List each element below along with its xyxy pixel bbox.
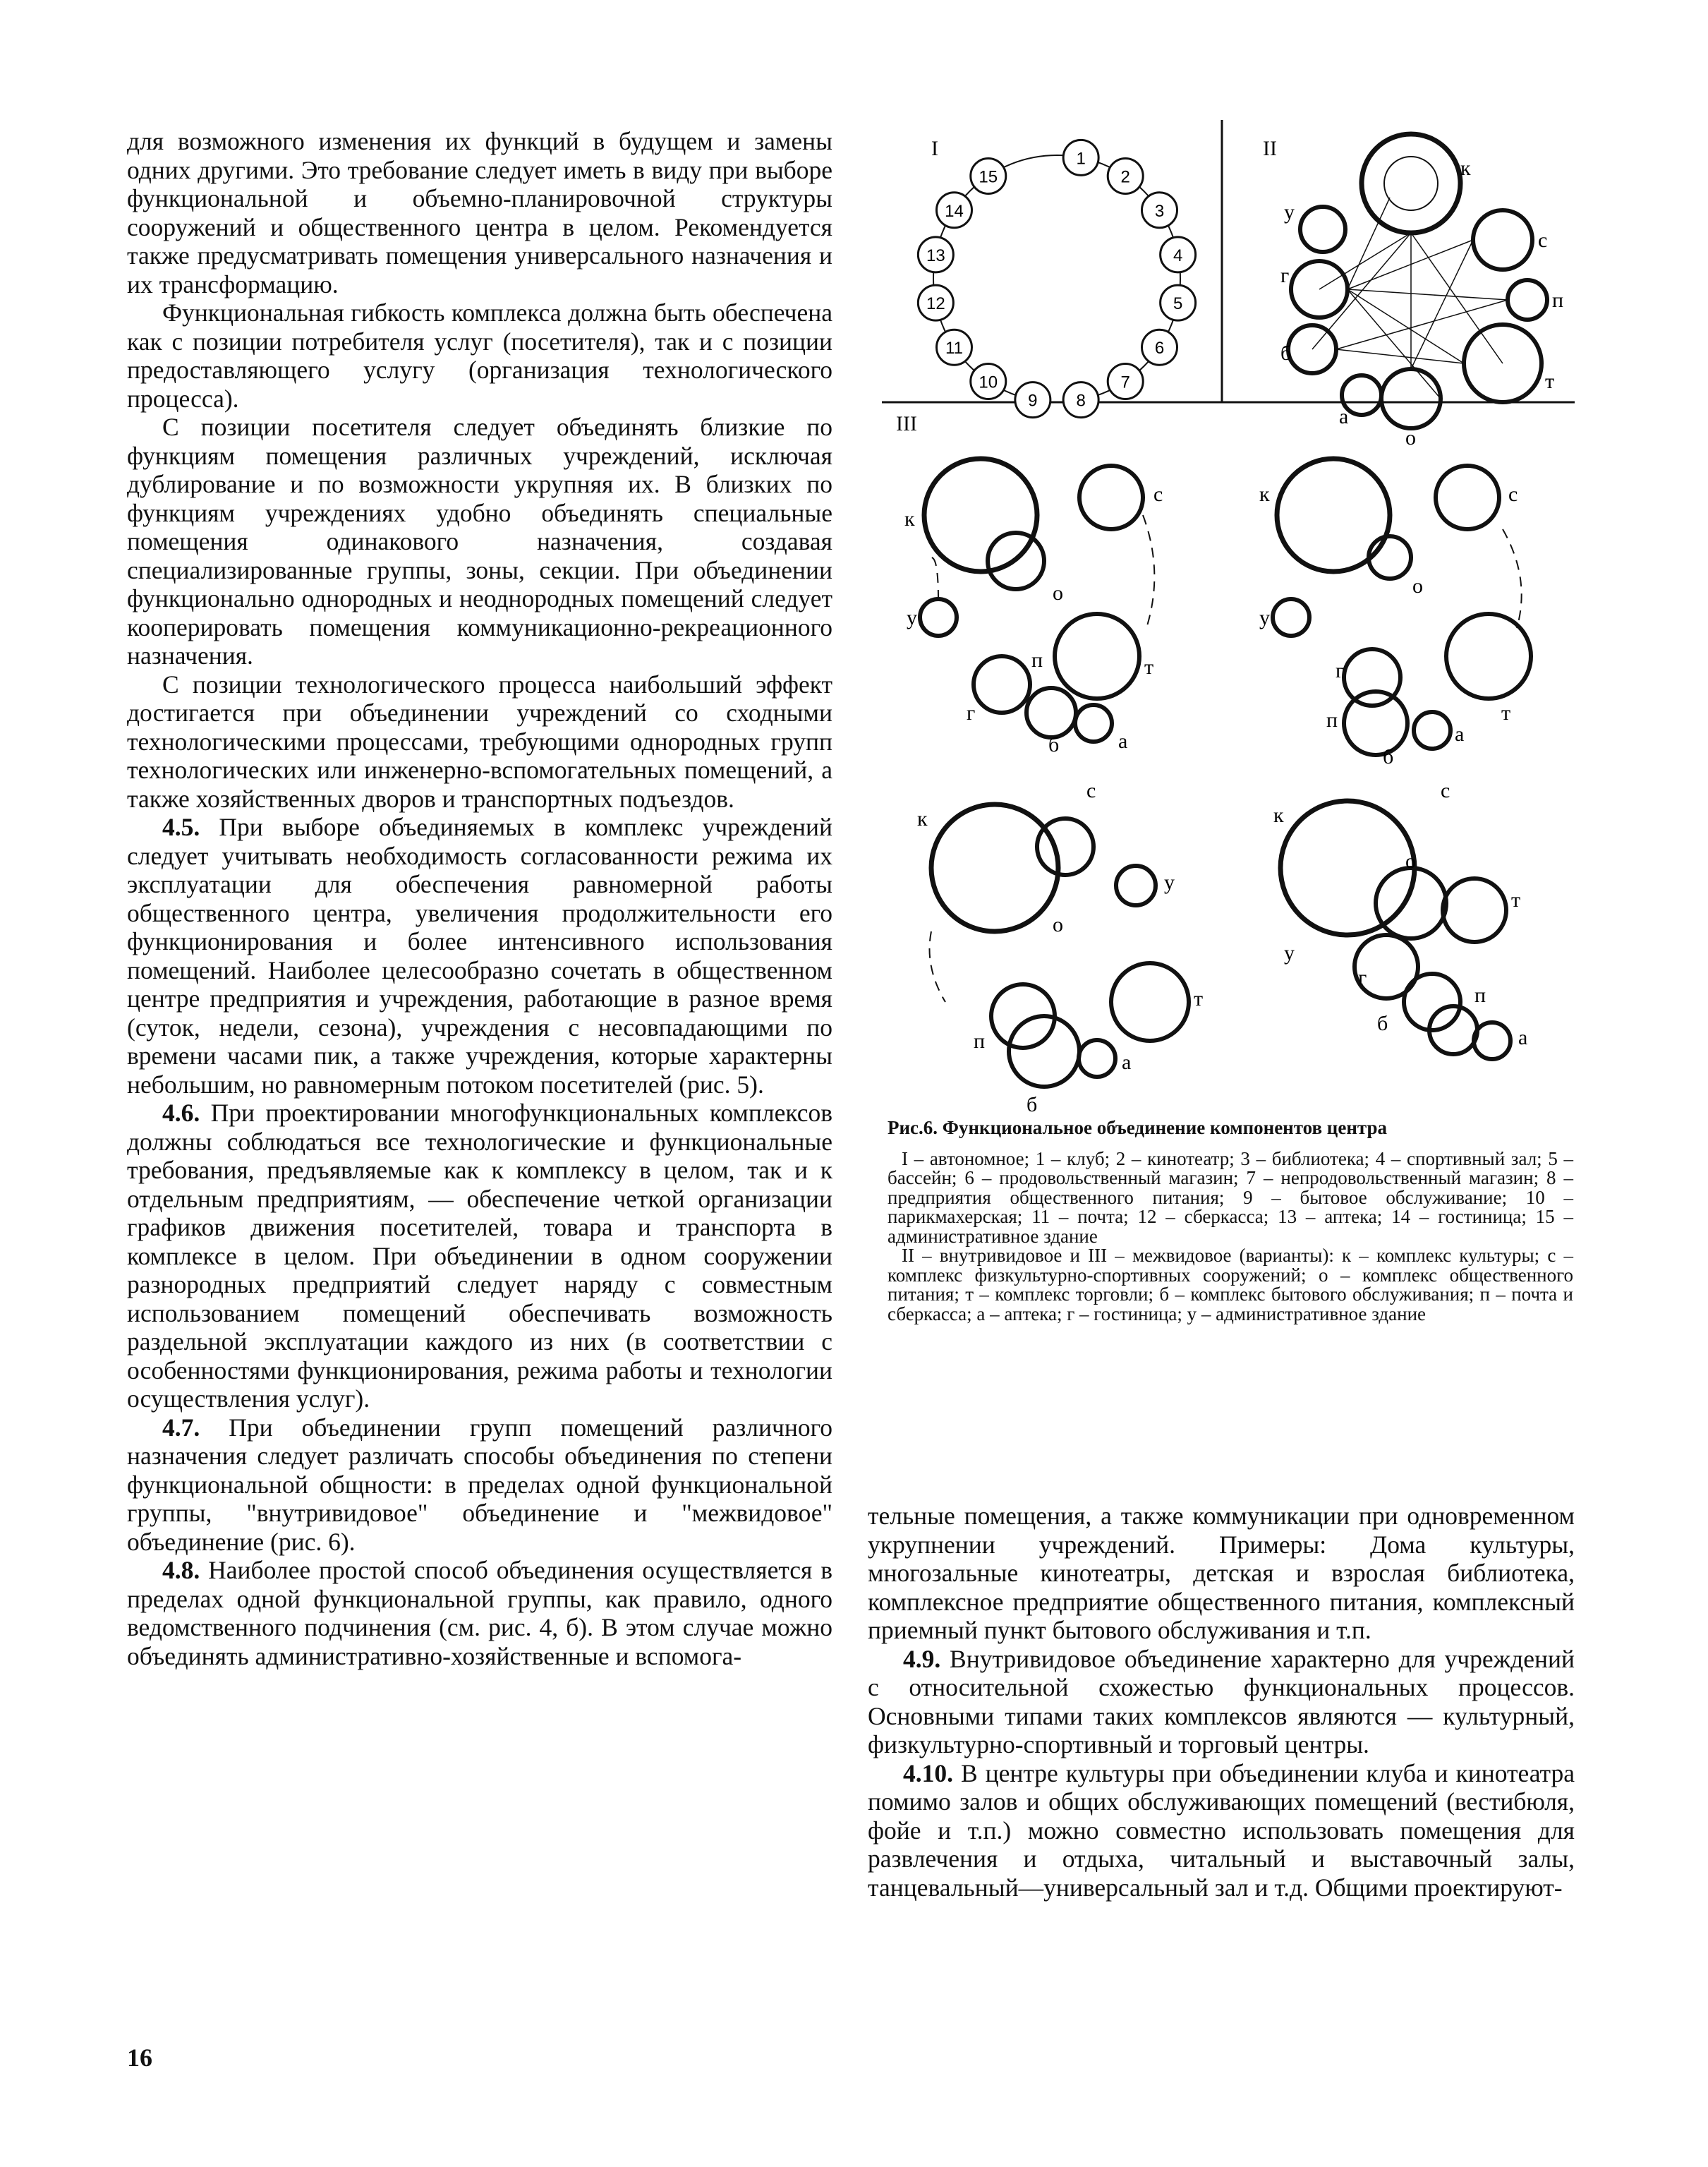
- label-s: с: [1538, 229, 1548, 252]
- label-p: п: [974, 1030, 986, 1053]
- panel-label-ii: II: [1263, 137, 1277, 160]
- ring-node-label: 10: [979, 373, 998, 392]
- label-s: с: [1086, 779, 1096, 802]
- label-a: а: [1118, 730, 1128, 753]
- label-b: б: [1280, 342, 1292, 365]
- label-b: б: [1377, 1012, 1388, 1035]
- ring-node-label: 13: [926, 246, 945, 265]
- section-number: 4.10.: [903, 1758, 953, 1787]
- paragraph-4-5: [127, 813, 832, 1099]
- ring-node-5: [1161, 285, 1196, 320]
- admin-node: [1300, 207, 1345, 252]
- paragraph: Функциональная гибкость комплекса должна быть обеспечена как с позиции потребителя услуг (посетителя), так и с позиции предоставляющего услугу (организация технологического процесса).: [127, 298, 832, 413]
- label-b: б: [1048, 733, 1060, 756]
- paragraph-4-10: [868, 1759, 1575, 1902]
- label-b: б: [1383, 745, 1394, 768]
- label-t: т: [1545, 370, 1555, 393]
- ring-node-12: [918, 285, 953, 320]
- label-u: у: [1284, 200, 1295, 224]
- page-number: 16: [127, 2044, 152, 2072]
- ring-node-label: 11: [945, 339, 963, 358]
- label-g: г: [1280, 264, 1290, 287]
- label-k: к: [917, 807, 928, 831]
- ring-node-4: [1161, 237, 1196, 272]
- ring-node-label: 9: [1028, 391, 1038, 411]
- label-o: о: [1405, 426, 1416, 449]
- label-b: б: [1026, 1093, 1038, 1116]
- label-a: а: [1518, 1026, 1528, 1049]
- inter-type-variant-4: [1280, 801, 1510, 1059]
- culture-inner-ring: [1384, 157, 1438, 210]
- label-k: к: [1273, 804, 1284, 827]
- panel-label-iii: III: [896, 412, 917, 435]
- culture-complex-node: [1362, 134, 1460, 233]
- intra-type-diagram: [1288, 134, 1547, 428]
- ring-node-10: [971, 364, 1006, 399]
- label-t: т: [1511, 888, 1521, 912]
- paragraph-4-9: [868, 1645, 1575, 1759]
- ring-node-9: [1015, 382, 1050, 418]
- label-u: у: [1284, 941, 1295, 965]
- label-o: о: [1053, 913, 1063, 936]
- label-p: п: [1326, 708, 1338, 732]
- ring-node-11: [936, 330, 971, 365]
- label-k: к: [1460, 157, 1471, 180]
- label-t: т: [1144, 656, 1154, 679]
- label-s: с: [1508, 483, 1518, 506]
- label-u: у: [1259, 606, 1270, 629]
- paragraph-text: Внутривидовое объединение характерно для учреждений с относительной схожестью функциональных процессов. Основными типами таких комплексов являются — культурный, физкультурно-спортивный и торговый центры.: [868, 1644, 1575, 1758]
- caption-title: Рис.6. Функциональное объединение компонентов центра: [888, 1117, 1388, 1138]
- section-number: 4.6.: [162, 1099, 200, 1127]
- label-k: к: [904, 507, 915, 531]
- label-s: с: [1441, 779, 1450, 802]
- ring-node-label: 4: [1173, 246, 1183, 265]
- label-u: у: [1164, 871, 1175, 894]
- left-text-column: [127, 127, 832, 1670]
- inter-type-variant-3: [930, 804, 1189, 1087]
- paragraph-text: Наиболее простой способ объединения осуществляется в пределах одной функциональной группы, как правило, одного ведомственного подчинения (см. рис. 4, б). В этом случае можно объединять административно-хозяйственные и вспомога-: [127, 1556, 833, 1670]
- ring-node-1: [1063, 140, 1098, 175]
- paragraph-text: При проектировании многофункциональных комплексов должны соблюдаться все технологические и функциональные требования, предъявляемые как к комплексу в целом, так и к отдельным предприятиям, — обеспечение четкой организации графиков движения посетителей, товара и транспорта в комплексе в целом. При объединении в одном сооружении разнородных предприятий следует наряду с совместным использованием помещений обеспечивать возможность раздельной эксплуатации каждого из них (в соответствии с особенностями функционирования, режима работы и технологии осуществления услуг).: [127, 1099, 832, 1413]
- label-g: г: [1358, 966, 1367, 989]
- label-s: с: [1153, 483, 1163, 506]
- inter-type-labels: [904, 483, 1527, 1116]
- paragraph: тельные помещения, а также коммуникации при одновременном укрупнении учреждений. Примеры: Дома культуры, многозальные кинотеатры, детская и взрослая библиотека, комплексное предприятие общественного питания, комплексный приемный пункт бытового обслуживания и т.п.: [868, 1502, 1575, 1644]
- paragraph-text: В центре культуры при объединении клуба и кинотеатра помимо залов и общих обслуживающих помещений (вестибюля, фойе и т.п.) можно совместно использовать помещения для развлечения и отдыха, читальный и выставочный залы, танцевальный—универсальный зал и т.д. Общими проектируют-: [868, 1758, 1575, 1902]
- ring-path: [933, 155, 1183, 402]
- section-number: 4.5.: [162, 813, 200, 841]
- label-g: г: [1335, 659, 1345, 682]
- autonomous-ring: [918, 140, 1195, 417]
- figure-6-diagram: [868, 120, 1575, 1136]
- label-g: г: [967, 701, 976, 725]
- ring-node-8: [1063, 382, 1098, 418]
- ring-node-7: [1108, 364, 1143, 399]
- label-o: о: [1405, 850, 1416, 873]
- ring-node-label: 7: [1120, 373, 1130, 392]
- caption-part-2: II – внутривидовое и III – межвидовое (варианты): к – комплекс культуры; с – комплекс физкультурно-спортивных сооружений; о – комплекс общественного питания; т – комплекс торговли; б – комплекс бытового обслуживания; п – почта и сберкасса; а – аптека; г – гостиница; у – административное здание: [888, 1245, 1573, 1324]
- label-a: а: [1455, 723, 1465, 746]
- label-t: т: [1194, 987, 1204, 1010]
- ring-node-13: [918, 237, 953, 272]
- paragraph-4-8: [127, 1556, 832, 1670]
- ring-node-6: [1142, 330, 1177, 365]
- label-k: к: [1259, 483, 1270, 506]
- ring-node-label: 2: [1120, 167, 1130, 187]
- figure-caption: [888, 1118, 1573, 1324]
- ring-node-3: [1142, 193, 1177, 228]
- label-a: а: [1122, 1051, 1132, 1074]
- ring-node-label: 14: [945, 201, 964, 221]
- section-number: 4.9.: [903, 1644, 941, 1673]
- ring-node-2: [1108, 158, 1143, 193]
- caption-part-1: I – автономное; 1 – клуб; 2 – кинотеатр; 3 – библиотека; 4 – спортивный зал; 5 – бассейн; 6 – продовольственный магазин; 7 – непродовольственный магазин; 8 – предприятия общественного питания; 9 – бытовое обслуживание; 10 – парикмахерская; 11 – почта; 12 – сберкасса; 13 – аптека; 14 – гостиница; 15 – административное здание: [888, 1147, 1573, 1247]
- paragraph: для возможного изменения их функций в будущем и замены одних другими. Это требование следует иметь в виду при выборе функциональной и объемно-планировочной структуры сооружений и общественного центра в целом. Рекомендуется также предусматривать помещения универсального назначения и их трансформацию.: [127, 127, 832, 298]
- inter-type-variant-2: [1273, 459, 1531, 755]
- label-o: о: [1053, 581, 1063, 605]
- right-text-column: [868, 1502, 1575, 1902]
- label-p: п: [1031, 648, 1043, 672]
- post-node: [1508, 280, 1547, 320]
- ring-node-15: [971, 158, 1006, 193]
- inter-type-variant-1: [920, 459, 1154, 742]
- paragraph: С позиции технологического процесса наибольший эффект достигается при объединении учреждений со сходными технологическими процессами, требующими однородных групп технологических или инженерно-вспомогательных помещений, а также хозяйственных дворов и транспортных подъездов.: [127, 670, 832, 813]
- label-u: у: [907, 606, 917, 629]
- label-p: п: [1552, 289, 1564, 312]
- label-o: о: [1412, 574, 1423, 598]
- ring-node-label: 3: [1154, 201, 1165, 221]
- paragraph-4-7: [127, 1413, 832, 1557]
- ring-node-label: 15: [979, 167, 998, 187]
- ring-node-label: 6: [1154, 339, 1165, 358]
- paragraph-text: При объединении групп помещений различного назначения следует различать способы объединения по степени функциональной общности: в пределах одной функциональной группы, "внутривидовое" объединение и "межвидовое" объединение (рис. 6).: [127, 1413, 832, 1556]
- paragraph-4-6: [127, 1099, 832, 1413]
- ring-node-label: 5: [1173, 294, 1183, 314]
- ring-node-14: [936, 193, 971, 228]
- section-number: 4.7.: [162, 1413, 200, 1442]
- panel-label-i: I: [931, 137, 938, 160]
- paragraph-text: При выборе объединяемых в комплекс учреждений следует учитывать необходимость согласованности режима их эксплуатации для обеспечения равномерной работы общественного центра, увеличения продолжительности его функционирования и более интенсивного использования помещений. Наиболее целесообразно сочетать в общественном центре предприятия и учреждения, работающие в разное время (суток, недели, сезона), учреждения с несовпадающими по времени часами пик, а также учреждения, которые характерны небольшим, но равномерным потоком посетителей (рис. 5).: [127, 813, 833, 1099]
- sports-complex-node: [1473, 210, 1532, 270]
- figure-svg: [868, 120, 1575, 1136]
- label-a: а: [1339, 405, 1349, 428]
- section-number: 4.8.: [162, 1556, 200, 1584]
- catering-complex-node: [1381, 369, 1441, 428]
- label-p: п: [1474, 984, 1486, 1007]
- ring-node-label: 1: [1076, 149, 1086, 169]
- paragraph: С позиции посетителя следует объединять близкие по функциям помещения различных учреждений, исключая дублирование и по возможности укрупняя их. В близких по функциям учреждениях удобно объединять специальные помещения одинакового назначения, создавая специализированные группы, зоны, секции. При объединении функционально однородных и неоднородных помещений следует кооперировать помещения коммуникационно-рекреационного назначения.: [127, 413, 832, 670]
- ring-node-label: 12: [926, 294, 945, 314]
- label-t: т: [1501, 701, 1511, 725]
- ring-node-label: 8: [1076, 391, 1086, 411]
